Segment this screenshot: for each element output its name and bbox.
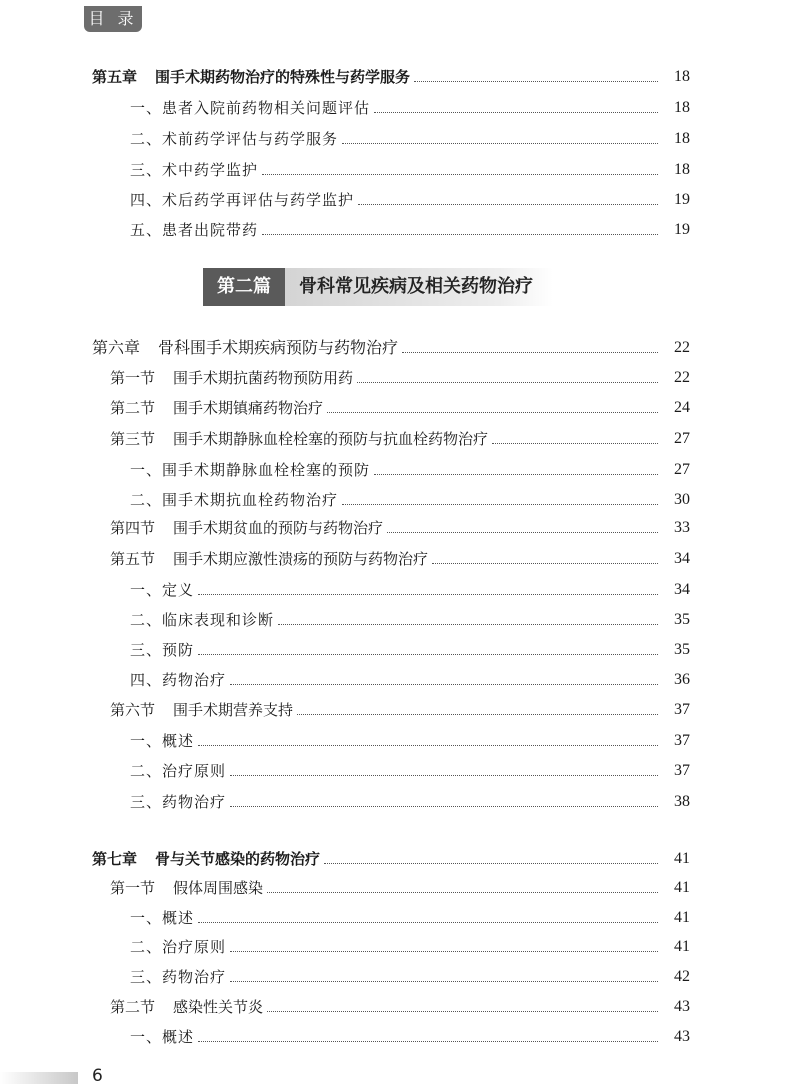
toc-page-number: 34 bbox=[674, 550, 690, 567]
toc-section-row bbox=[110, 993, 690, 1017]
toc-title: 二、术前药学评估与药学服务 bbox=[130, 130, 339, 148]
toc-page-number: 37 bbox=[674, 732, 690, 749]
toc-title: 二、治疗原则 bbox=[130, 762, 227, 780]
toc-title: 四、药物治疗 bbox=[130, 671, 227, 689]
toc-item-row bbox=[130, 963, 690, 987]
toc-page-number: 27 bbox=[674, 461, 690, 478]
toc-section-row bbox=[110, 425, 690, 449]
toc-title: 一、概述 bbox=[130, 732, 195, 750]
toc-item-row bbox=[130, 125, 690, 149]
toc-item-row bbox=[130, 216, 690, 240]
toc-title: 二、治疗原则 bbox=[130, 938, 227, 956]
toc-leader-dots bbox=[198, 1041, 658, 1042]
toc-page-number: 30 bbox=[674, 491, 690, 508]
toc-title: 五、患者出院带药 bbox=[130, 221, 259, 239]
toc-leader-dots bbox=[230, 806, 658, 807]
toc-page-number: 37 bbox=[674, 701, 690, 718]
toc-title: 围手术期应激性溃疡的预防与药物治疗 bbox=[173, 550, 429, 568]
toc-number: 第三节 bbox=[110, 430, 156, 448]
toc-leader-dots bbox=[230, 684, 658, 685]
toc-title: 一、围手术期静脉血栓栓塞的预防 bbox=[130, 461, 371, 479]
toc-page-number: 24 bbox=[674, 399, 690, 416]
toc-item-row bbox=[130, 606, 690, 630]
toc-page-number: 41 bbox=[674, 850, 690, 867]
toc-number: 第四节 bbox=[110, 519, 156, 537]
toc-page-number: 18 bbox=[674, 161, 690, 178]
toc-leader-dots bbox=[374, 112, 658, 113]
toc-number: 第二节 bbox=[110, 399, 156, 417]
toc-leader-dots bbox=[267, 892, 658, 893]
toc-section-row bbox=[110, 364, 690, 388]
toc-item-row bbox=[130, 904, 690, 928]
toc-item-row bbox=[130, 636, 690, 660]
toc-item-row bbox=[130, 486, 690, 510]
toc-leader-dots bbox=[402, 352, 658, 353]
toc-page-number: 41 bbox=[674, 879, 690, 896]
toc-page-number: 42 bbox=[674, 968, 690, 985]
toc-section-row bbox=[110, 696, 690, 720]
toc-leader-dots bbox=[230, 951, 658, 952]
toc-title: 围手术期抗菌药物预防用药 bbox=[173, 369, 354, 387]
toc-item-row bbox=[130, 933, 690, 957]
toc-page-number: 41 bbox=[674, 938, 690, 955]
toc-chapter-row bbox=[92, 845, 690, 869]
toc-leader-dots bbox=[262, 234, 658, 235]
toc-chapter-row bbox=[92, 63, 690, 87]
toc-leader-dots bbox=[342, 504, 658, 505]
toc-leader-dots bbox=[492, 443, 658, 444]
toc-title: 围手术期营养支持 bbox=[173, 701, 294, 719]
toc-leader-dots bbox=[387, 532, 658, 533]
toc-leader-dots bbox=[324, 863, 658, 864]
header-tab: 目 录 bbox=[84, 6, 142, 32]
toc-page-number: 22 bbox=[674, 369, 690, 386]
toc-title: 围手术期镇痛药物治疗 bbox=[173, 399, 324, 417]
page-number: 6 bbox=[92, 1066, 103, 1086]
toc-page-number: 35 bbox=[674, 611, 690, 628]
toc-title: 二、临床表现和诊断 bbox=[130, 611, 275, 629]
toc-title: 四、术后药学再评估与药学监护 bbox=[130, 191, 355, 209]
footer-bar bbox=[0, 1072, 78, 1084]
toc-number: 第六章 bbox=[92, 338, 141, 357]
toc-item-row bbox=[130, 456, 690, 480]
toc-number: 第五节 bbox=[110, 550, 156, 568]
toc-title: 一、概述 bbox=[130, 909, 195, 927]
toc-leader-dots bbox=[342, 143, 658, 144]
toc-leader-dots bbox=[297, 714, 658, 715]
toc-page-number: 38 bbox=[674, 793, 690, 810]
toc-title: 感染性关节炎 bbox=[173, 998, 264, 1016]
toc-item-row bbox=[130, 94, 690, 118]
toc-section-row bbox=[110, 874, 690, 898]
toc-item-row bbox=[130, 1023, 690, 1047]
toc-leader-dots bbox=[432, 563, 658, 564]
toc-item-row bbox=[130, 156, 690, 180]
part-label: 第二篇 bbox=[203, 268, 285, 306]
toc-leader-dots bbox=[198, 922, 658, 923]
toc-section-row bbox=[110, 545, 690, 569]
toc-title: 围手术期静脉血栓栓塞的预防与抗血栓药物治疗 bbox=[173, 430, 489, 448]
toc-item-row bbox=[130, 186, 690, 210]
toc-item-row bbox=[130, 666, 690, 690]
toc-leader-dots bbox=[198, 745, 658, 746]
toc-number: 第二节 bbox=[110, 998, 156, 1016]
toc-title: 一、概述 bbox=[130, 1028, 195, 1046]
toc-page-number: 18 bbox=[674, 130, 690, 147]
toc-item-row bbox=[130, 757, 690, 781]
toc-item-row bbox=[130, 788, 690, 812]
toc-section-row bbox=[110, 394, 690, 418]
toc-chapter-row bbox=[92, 334, 690, 358]
toc-number: 第一节 bbox=[110, 369, 156, 387]
toc-title: 三、术中药学监护 bbox=[130, 161, 259, 179]
toc-page-number: 22 bbox=[674, 339, 690, 356]
toc-page-number: 43 bbox=[674, 998, 690, 1015]
toc-title: 骨与关节感染的药物治疗 bbox=[155, 850, 321, 868]
toc-page-number: 34 bbox=[674, 581, 690, 598]
toc-page-number: 19 bbox=[674, 191, 690, 208]
toc-number: 第六节 bbox=[110, 701, 156, 719]
toc-number: 第七章 bbox=[92, 850, 138, 868]
toc-title: 二、围手术期抗血栓药物治疗 bbox=[130, 491, 339, 509]
toc-leader-dots bbox=[262, 174, 658, 175]
toc-leader-dots bbox=[357, 382, 658, 383]
toc-page-number: 43 bbox=[674, 1028, 690, 1045]
toc-title: 围手术期药物治疗的特殊性与药学服务 bbox=[155, 68, 411, 86]
toc-page-number: 41 bbox=[674, 909, 690, 926]
toc-item-row bbox=[130, 576, 690, 600]
toc-page-number: 18 bbox=[674, 68, 690, 85]
toc-leader-dots bbox=[198, 594, 658, 595]
toc-title: 围手术期贫血的预防与药物治疗 bbox=[173, 519, 384, 537]
toc-number: 第一节 bbox=[110, 879, 156, 897]
toc-number: 第五章 bbox=[92, 68, 138, 86]
toc-leader-dots bbox=[374, 474, 658, 475]
toc-section-row bbox=[110, 514, 690, 538]
toc-title: 一、定义 bbox=[130, 581, 195, 599]
toc-title: 骨科围手术期疾病预防与药物治疗 bbox=[158, 338, 399, 357]
toc-leader-dots bbox=[230, 981, 658, 982]
toc-page-number: 19 bbox=[674, 221, 690, 238]
toc-leader-dots bbox=[414, 81, 658, 82]
toc-title: 三、预防 bbox=[130, 641, 195, 659]
toc-leader-dots bbox=[198, 654, 658, 655]
toc-item-row bbox=[130, 727, 690, 751]
toc-page-number: 18 bbox=[674, 99, 690, 116]
part-title: 骨科常见疾病及相关药物治疗 bbox=[285, 268, 553, 306]
toc-page-number: 35 bbox=[674, 641, 690, 658]
toc-page-number: 36 bbox=[674, 671, 690, 688]
toc-page-number: 33 bbox=[674, 519, 690, 536]
toc-leader-dots bbox=[267, 1011, 658, 1012]
toc-title: 三、药物治疗 bbox=[130, 968, 227, 986]
toc-leader-dots bbox=[358, 204, 658, 205]
part-banner bbox=[203, 268, 553, 306]
toc-leader-dots bbox=[230, 775, 658, 776]
toc-leader-dots bbox=[278, 624, 658, 625]
toc-title: 三、药物治疗 bbox=[130, 793, 227, 811]
toc-title: 一、患者入院前药物相关问题评估 bbox=[130, 99, 371, 117]
toc-title: 假体周围感染 bbox=[173, 879, 264, 897]
toc-leader-dots bbox=[327, 412, 658, 413]
toc-page-number: 37 bbox=[674, 762, 690, 779]
toc-page-number: 27 bbox=[674, 430, 690, 447]
